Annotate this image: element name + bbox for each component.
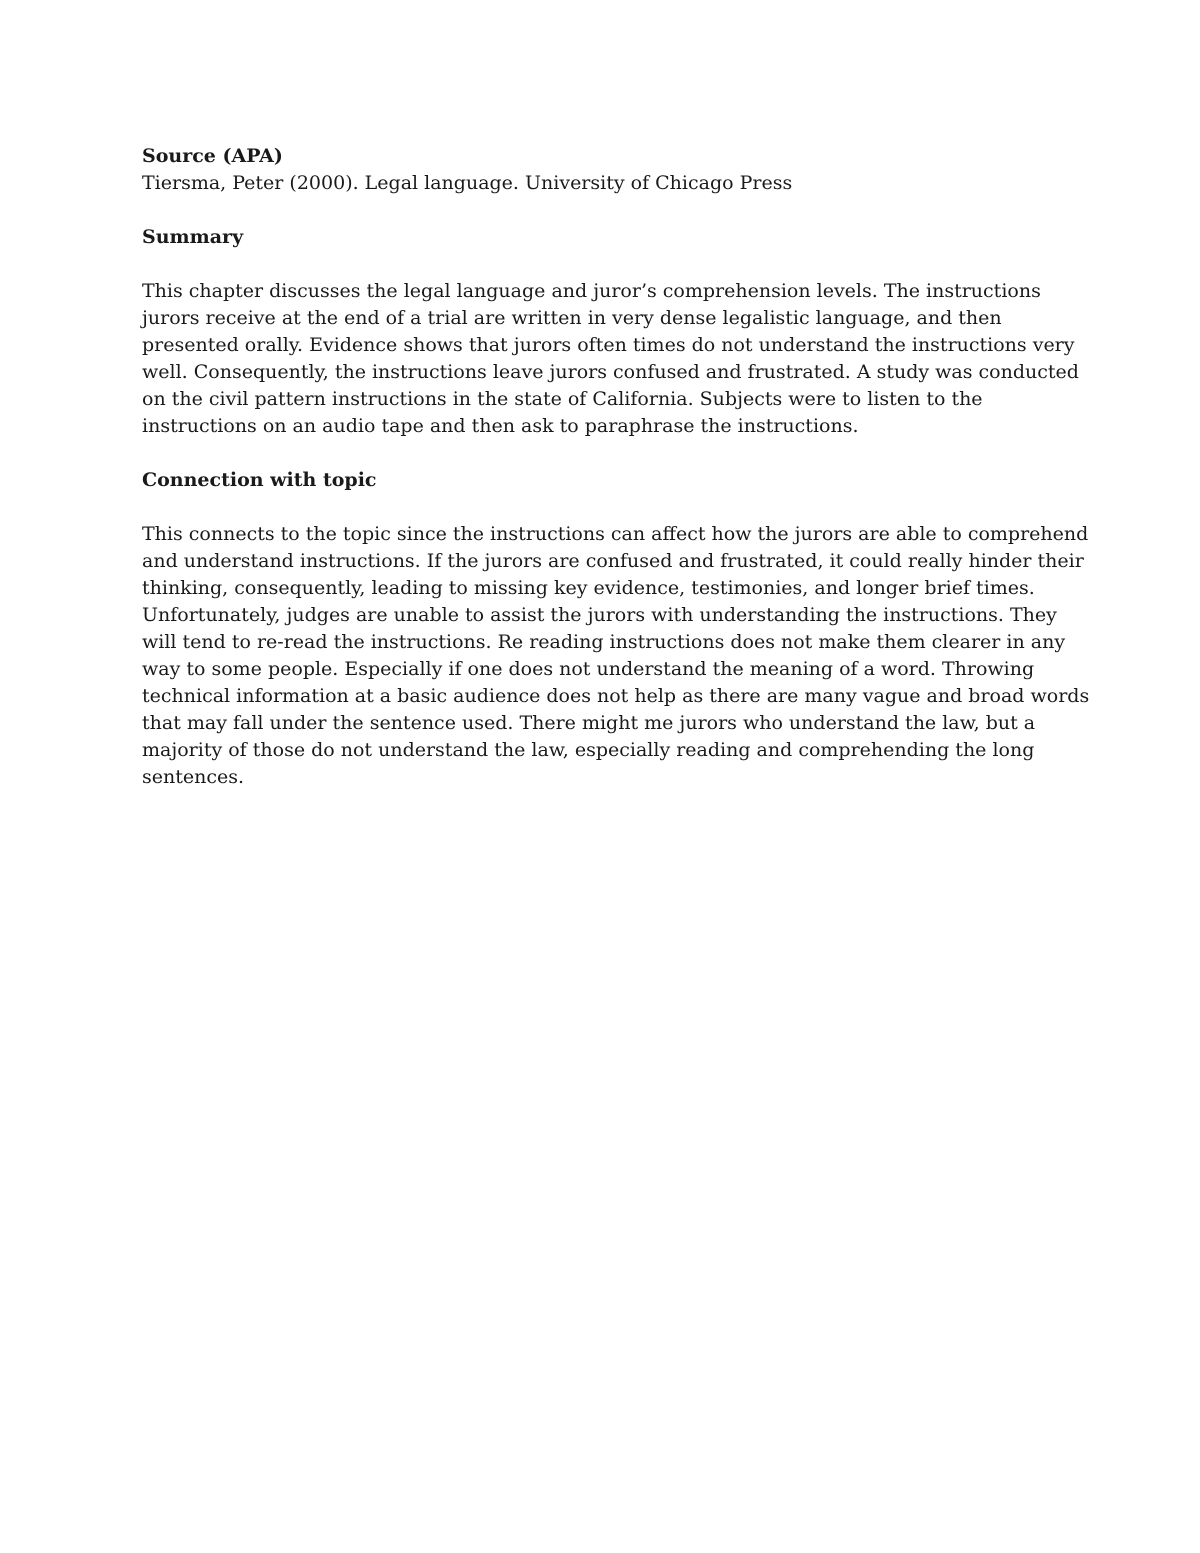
summary-paragraph bbox=[142, 278, 1079, 440]
citation: Tiersma, Peter (2000). Legal language. University of Chicago Press bbox=[142, 172, 793, 194]
spacer bbox=[142, 440, 1062, 467]
connection-line: will tend to re-read the instructions. Re reading instructions does not make them clearer in any bbox=[142, 631, 1066, 653]
source-heading: Source (APA) bbox=[142, 145, 283, 167]
connection-line: Unfortunately, judges are unable to assist the jurors with understanding the instructions. They bbox=[142, 604, 1057, 626]
summary-line: jurors receive at the end of a trial are written in very dense legalistic language, and then bbox=[142, 307, 1002, 329]
summary-line: This chapter discusses the legal language and juror’s comprehension levels. The instructions bbox=[142, 280, 1041, 302]
connection-line: and understand instructions. If the jurors are confused and frustrated, it could really hinder their bbox=[142, 550, 1084, 572]
spacer bbox=[142, 197, 1062, 224]
summary-heading: Summary bbox=[142, 226, 244, 248]
connection-line: way to some people. Especially if one does not understand the meaning of a word. Throwing bbox=[142, 658, 1035, 680]
connection-heading: Connection with topic bbox=[142, 469, 377, 491]
spacer bbox=[142, 251, 1062, 278]
spacer bbox=[142, 494, 1062, 521]
summary-line: presented orally. Evidence shows that jurors often times do not understand the instructions very bbox=[142, 334, 1075, 356]
connection-line: that may fall under the sentence used. There might me jurors who understand the law, but a bbox=[142, 712, 1036, 734]
connection-line: thinking, consequently, leading to missing key evidence, testimonies, and longer brief times. bbox=[142, 577, 1035, 599]
summary-line: well. Consequently, the instructions leave jurors confused and frustrated. A study was conducted bbox=[142, 361, 1079, 383]
connection-line: technical information at a basic audience does not help as there are many vague and broad words bbox=[142, 685, 1090, 707]
summary-line: on the civil pattern instructions in the state of California. Subjects were to listen to the bbox=[142, 388, 983, 410]
summary-line: instructions on an audio tape and then ask to paraphrase the instructions. bbox=[142, 415, 859, 437]
connection-paragraph bbox=[142, 521, 1090, 791]
connection-line: sentences. bbox=[142, 766, 245, 788]
connection-line: majority of those do not understand the law, especially reading and comprehending the long bbox=[142, 739, 1035, 761]
connection-line: This connects to the topic since the instructions can affect how the jurors are able to comprehend bbox=[142, 523, 1089, 545]
document-body bbox=[142, 143, 1090, 791]
